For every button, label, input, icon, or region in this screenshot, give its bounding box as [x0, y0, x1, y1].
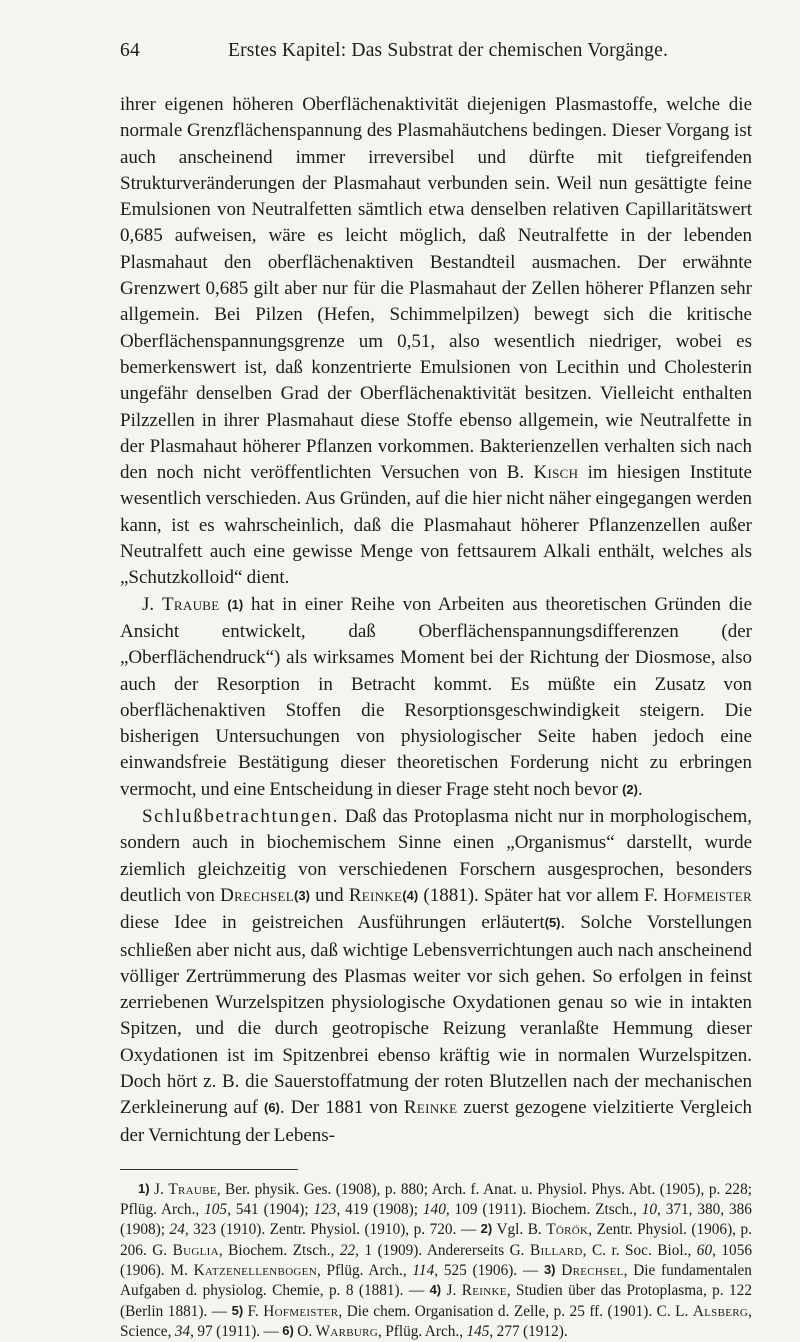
author-name: Reinke: [348, 884, 403, 906]
chapter-title: Erstes Kapitel: Das Substrat der chemischen Vorgänge.: [228, 40, 669, 61]
paragraph-conclusions: Schlußbetrachtungen. Daß das Protoplasma nicht nur in morphologischem, sondern auch in biochemischem Sinne einen „Organismus“ darstellt, wurde ziemlich gleichzeitig von verschiedenen Forschern ausgesprochen, besonders deutlich von Drechsel(3) und Reinke(4) (1881). Später hat vor allem F. Hofmeister diese Idee in geistreichen Ausführungen erläutert(5). Solche Vorstellungen schließen aber nicht aus, daß wichtige Lebensverrichtungen auch nach anscheinend völliger Zertrümmerung des Plasmas weiter vor sich gehen. So erfolgen in feinst zerriebenen Wurzelspitzen physiologische Oxydationen genau so wie in intakten Spitzen, und die durch geotropische Reizung veranlaßte Hemmung dieser Oxydationen ist im Spitzenbrei ebenso kräftig wie in normalen Wurzelspitzen. Doch hört z. B. die Sauerstoffatmung der roten Blutzellen nach der mechanischen Zerkleinerung auf (6). Der 1881 von Reinke zuerst gezogene vielzitierte Vergleich der Vernichtung der Lebens-: [120, 806, 753, 1146]
footnote-divider: [120, 1169, 298, 1170]
footnote-ref: (5): [544, 915, 561, 931]
footnote-number: 4): [429, 1282, 442, 1298]
footnote-number: 6): [282, 1322, 294, 1338]
author-name: Kisch: [533, 462, 579, 484]
book-page: [120, 40, 752, 1342]
footnote-ref: (1): [227, 596, 244, 612]
footnote-ref: (3): [294, 887, 310, 903]
paragraph-continuation: ihrer eigenen höheren Oberflächenaktivität diejenigen Plasmastoffe, welche die normale Grenzflächenspannung des Plasmahäutchens bedingen. Dieser Vorgang ist auch anscheinend immer irreversibel und dürfte mit tiefgreifenden Strukturveränderungen der Plasmahaut verbunden sein. Weil nun gesättigte feine Emulsionen von Neutralfetten sämtlich etwa denselben relativen Capillaritätswert 0,685 aufweisen, wäre es leicht möglich, daß Neutralfette in der lebenden Plasmahaut den oberflächenaktiven Bestandteil ausmachen. Der erwähnte Grenzwert 0,685 gilt aber nur für die Plasmahaut der Zellen höherer Pflanzen sehr allgemein. Bei Pilzen (Hefen, Schimmelpilzen) bewegt sich die kritische Oberflächenspannungsgrenze um 0,51, also wesentlich niedriger, wobei es bemerkenswert ist, daß konzentrierte Emulsionen von Lecithin und Cholesterin ungefähr denselben Grad der Oberflächenaktivität besitzen. Vielleicht enthalten Pilzzellen in ihrer Plasmahaut diese Stoffe ebenso allgemein, wie Neutralfette in der Plasmahaut höherer Pflanzen vorkommen. Bakterienzellen verhalten sich nach den noch nicht veröffentlichten Versuchen von B. Kisch im hiesigen Institute wesentlich verschieden. Aus Gründen, auf die hier nicht näher eingegangen werden kann, ist es wahrscheinlich, daß die Plasmahaut höherer Pflanzenzellen außer Neutralfett auch eine gewisse Menge von fettsaurem Alkali enthält, welches als „Schutzkolloid“ dient.: [120, 94, 752, 589]
footnote-ref: (4): [402, 887, 419, 903]
page-number: 64: [120, 40, 140, 61]
paragraph-traube: J. Traube (1) hat in einer Reihe von Arbeiten aus theoretischen Gründen die Ansicht entwickelt, daß Oberflächenspannungsdifferenzen (der „Oberflächendruck“) als wirksames Moment bei der Richtung der Diosmose, also auch der Resorption in Betracht kommt. Es müßte ein Zusatz von oberflächenaktiven Stoffen die Resorptionsgeschwindigkeit steigern. Die bisherigen Untersuchungen von physiologischer Seite haben jedoch eine einwandsfreie Bestätigung dieser theoretischen Forderung nicht zu erbringen vermocht, und eine Entscheidung in dieser Frage steht noch bevor (2).: [120, 593, 753, 800]
running-head: [120, 40, 752, 66]
footnote-number: 5): [231, 1302, 244, 1318]
footnote-number: 3): [543, 1262, 556, 1278]
footnotes: 1) J. Traube, Ber. physik. Ges. (1908), p. 880; Arch. f. Anat. u. Physiol. Phys. Abt. (1905), p. 228; Pflüg. Arch., 105, 541 (1904); 123, 419 (1908); 140, 109 (1911). Biochem. Ztsch., 10, 371, 380, 386 (1908); 24, 323 (1910). Zentr. Physiol. (1910), p. 720. — 2) Vgl. B. Török, Zentr. Physiol. (1906), p. 206. G. Buglia, Biochem. Ztsch., 22, 1 (1909). Andererseits G. Billard, C. r. Soc. Biol., 60, 1056 (1906). M. Katzenellenbogen, Pflüg. Arch., 114, 525 (1906). — 3) Drechsel, Die fundamentalen Aufgaben d. physiolog. Chemie, p. 8 (1881). — 4) J. Reinke, Studien über das Protoplasma, p. 122 (Berlin 1881). — 5) F. Hofmeister, Die chem. Organisation d. Zelle, p. 25 ff. (1901). C. L. Alsberg, Science, 34, 97 (1911). — 6) O. Warburg, Pflüg. Arch., 145, 277 (1912).: [120, 1180, 752, 1340]
author-name: Hofmeister: [663, 884, 753, 906]
section-heading: Schlußbetrachtungen.: [142, 806, 340, 828]
author-name: Traube: [162, 593, 220, 615]
footnote-number: 1): [138, 1180, 150, 1196]
main-text: [120, 92, 752, 1149]
footnote-ref: (6): [264, 1100, 280, 1116]
footnote-number: 2): [480, 1221, 493, 1237]
author-name: Reinke: [403, 1097, 458, 1119]
author-name: Drechsel: [220, 884, 295, 906]
footnote-ref: (2): [622, 781, 638, 797]
